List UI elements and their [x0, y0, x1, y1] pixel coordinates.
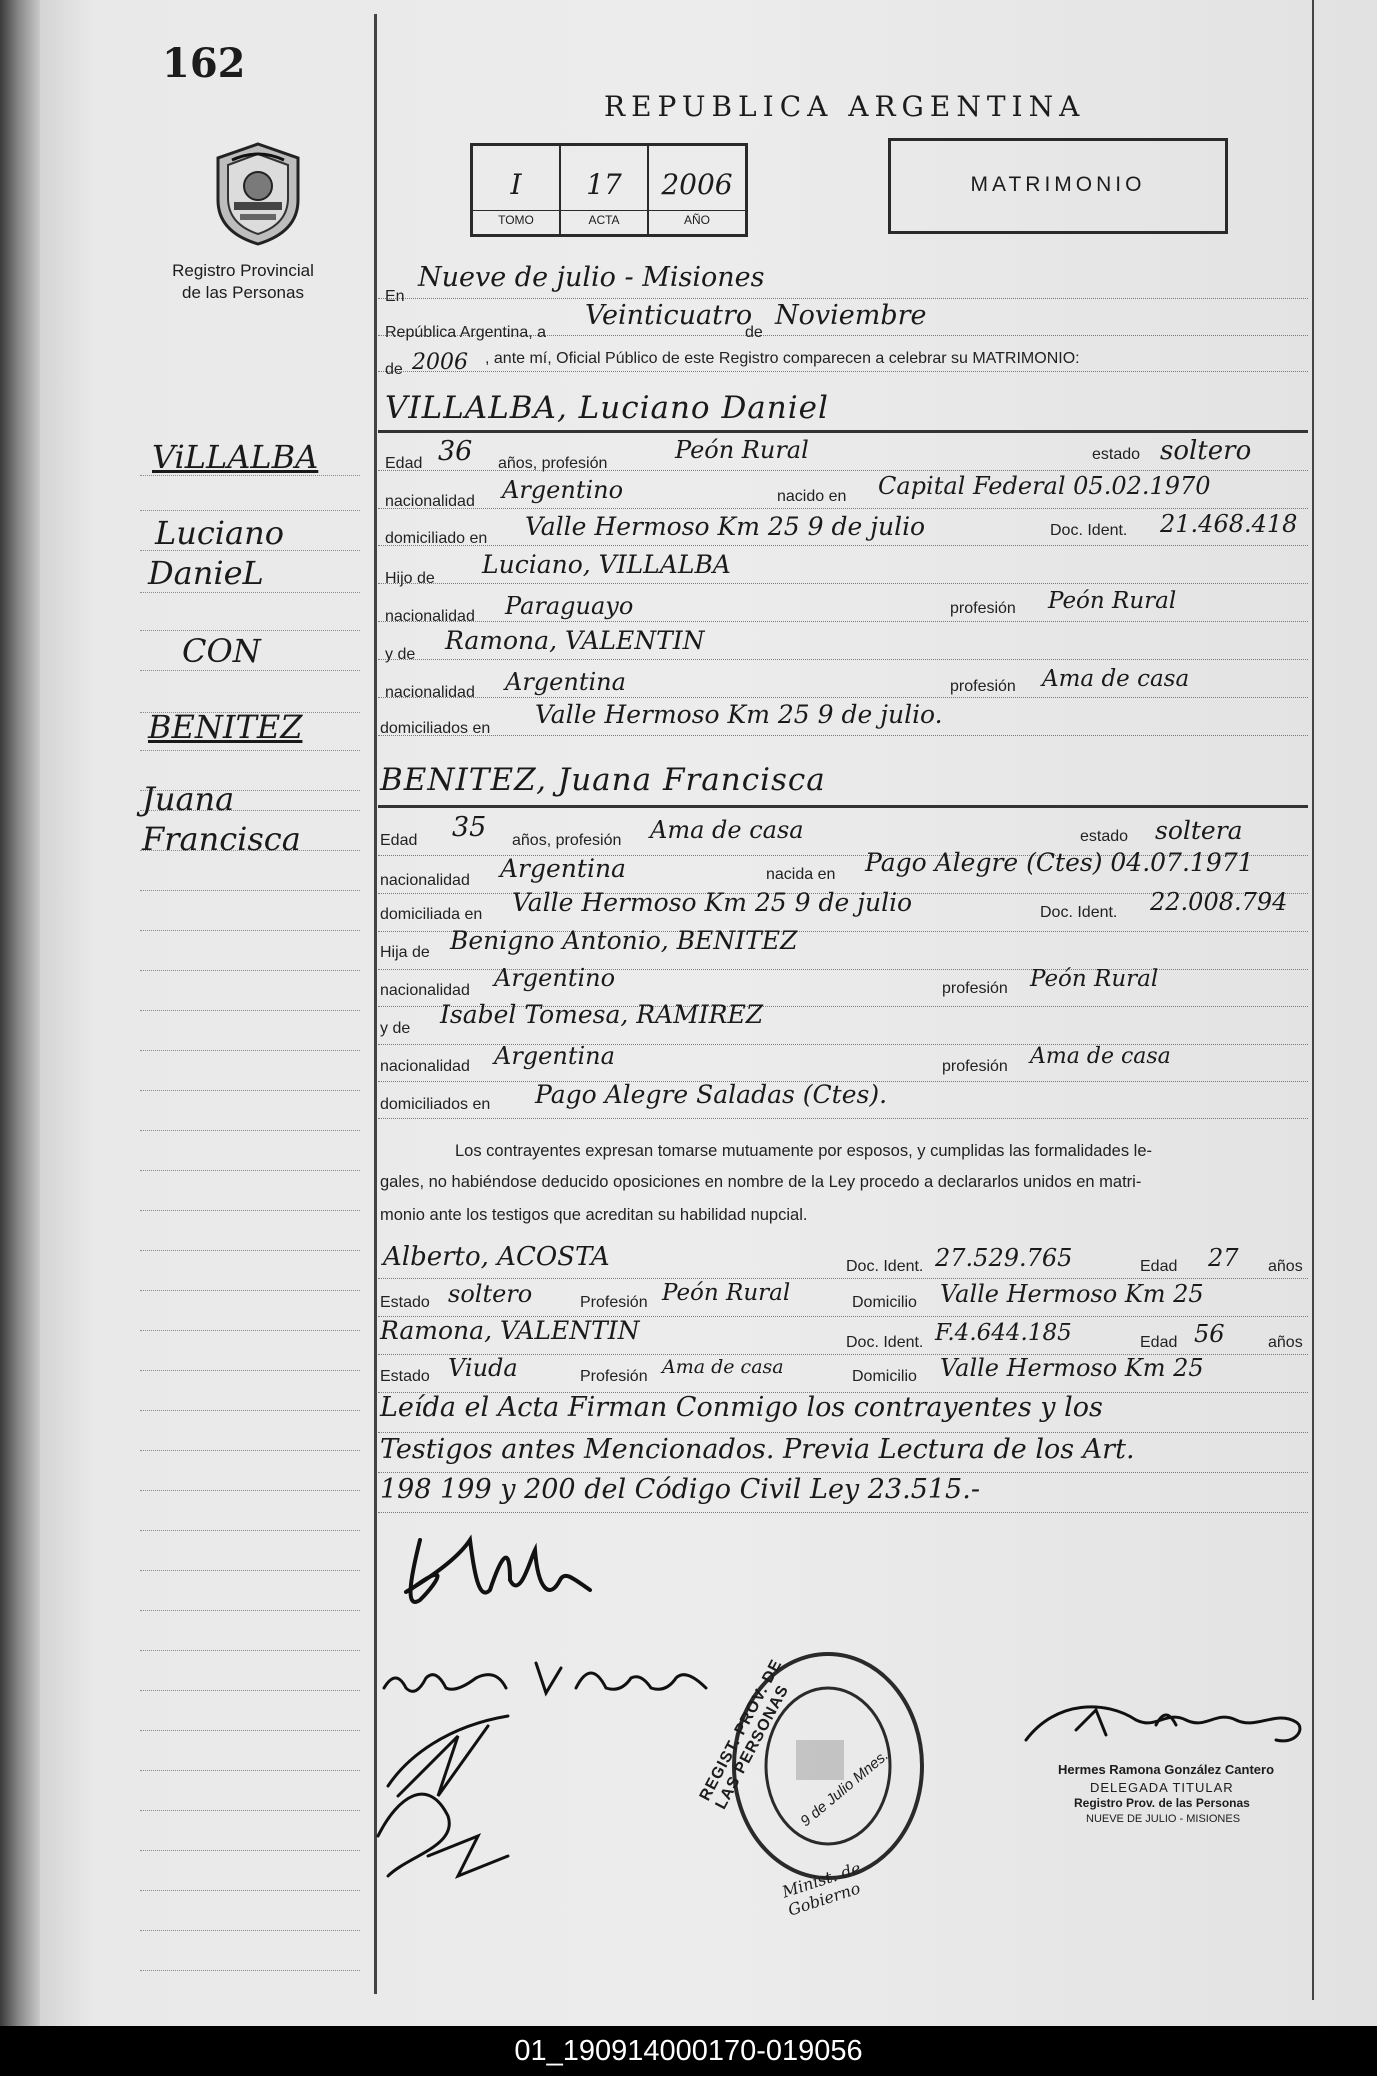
bride-mother: Isabel Tomesa, RAMIREZ	[440, 1000, 764, 1029]
witness-2-doc: F.4.644.185	[935, 1320, 1072, 1346]
bride-age: 35	[452, 812, 487, 843]
bride-nacionalidad-label: nacionalidad	[380, 872, 470, 889]
scan-id-footer: 01_190914000170-019056	[0, 2026, 1377, 2076]
witness-2-profesion-label: Profesión	[580, 1368, 648, 1385]
witness-1-name: Alberto, ACOSTA	[383, 1242, 610, 1272]
acta-cell	[561, 146, 649, 234]
act-type-box	[888, 138, 1228, 234]
groom-nacionalidad-label: nacionalidad	[385, 493, 475, 510]
bride-parents-domicile: Pago Alegre Saladas (Ctes).	[535, 1080, 888, 1109]
groom-yde-label: y de	[385, 646, 416, 663]
groom-nationality: Argentino	[502, 476, 624, 504]
bride-full-name: BENITEZ, Juana Francisca	[380, 762, 826, 798]
bride-estado-label: estado	[1080, 828, 1129, 845]
groom-edad-label: Edad	[385, 455, 423, 472]
groom-parents-domicile: Valle Hermoso Km 25 9 de julio.	[535, 700, 943, 729]
officer-title: DELEGADA TITULAR	[1090, 1780, 1234, 1795]
groom-father-nationality: Paraguayo	[505, 592, 634, 620]
witness-2-civil-status: Viuda	[448, 1354, 518, 1382]
groom-signature	[380, 1520, 610, 1620]
groom-nacido-label: nacido en	[777, 488, 847, 505]
officer-office: Registro Prov. de las Personas	[1074, 1796, 1250, 1810]
groom-estado-label: estado	[1092, 446, 1141, 463]
registry-name: Registro Provincial de las Personas	[172, 261, 314, 302]
tomo-label: TOMO	[473, 210, 559, 227]
closing-line-2: Testigos antes Mencionados. Previa Lectura de los Art.	[380, 1434, 1135, 1465]
de-label: de	[745, 324, 763, 341]
statement-text: , ante mí, Oficial Público de este Registro comparecen a celebrar su MATRIMONIO:	[485, 350, 1080, 367]
margin-groom-first-name: Luciano	[155, 514, 284, 552]
country-title: REPUBLICA ARGENTINA	[604, 90, 1086, 123]
bride-nacida-label: nacida en	[766, 866, 836, 883]
witness-2-doc-label: Doc. Ident.	[846, 1334, 924, 1351]
bride-father-nationality: Argentino	[494, 964, 616, 992]
groom-mother-nac-label: nacionalidad	[385, 684, 475, 701]
witness-1-age: 27	[1208, 1244, 1239, 1272]
witness-1-doc-label: Doc. Ident.	[846, 1258, 924, 1275]
bride-domiciliada-label: domiciliada en	[380, 906, 483, 923]
bride-mother-nac-label: nacionalidad	[380, 1058, 470, 1075]
act-type-label: MATRIMONIO	[970, 173, 1146, 196]
bride-parents-domicile-label: domiciliados en	[380, 1096, 491, 1113]
bride-yde-label: y de	[380, 1020, 411, 1037]
witness-2-age: 56	[1194, 1320, 1225, 1348]
bride-edad-label: Edad	[380, 832, 418, 849]
bride-address: Valle Hermoso Km 25 9 de julio	[512, 888, 913, 917]
bride-profession: Ama de casa	[650, 816, 804, 844]
groom-section-rule	[378, 430, 1308, 433]
anio-value: 2006	[661, 168, 733, 201]
bride-signature	[376, 1648, 736, 1708]
witness-2-domicilio-label: Domicilio	[852, 1368, 917, 1385]
day-value: Veinticuatro	[585, 300, 753, 331]
groom-profesion-label: años, profesión	[498, 455, 608, 472]
officer-signature	[1016, 1690, 1316, 1760]
bride-profesion-label: años, profesión	[512, 832, 622, 849]
coat-of-arms-icon	[212, 140, 304, 248]
tomo-cell	[473, 146, 561, 234]
official-stamp	[696, 1648, 928, 1920]
bride-nationality: Argentina	[500, 854, 626, 883]
margin-bride-second-name: Francisca	[142, 820, 301, 858]
witness-1-anios-label: años	[1268, 1258, 1303, 1275]
register-reference-box	[470, 143, 748, 237]
bride-doc-label: Doc. Ident.	[1040, 904, 1118, 921]
stamp-inner-text: 9 de Julio Mnes.	[797, 1746, 892, 1831]
margin-groom-second-name: DanieL	[148, 554, 264, 592]
groom-mother-profession: Ama de casa	[1042, 666, 1190, 692]
groom-profession: Peón Rural	[675, 436, 809, 464]
page-number: 162	[162, 40, 246, 87]
groom-domiciliado-label: domiciliado en	[385, 530, 488, 547]
groom-civil-status: soltero	[1160, 436, 1252, 466]
witness-1-edad-label: Edad	[1140, 1258, 1178, 1275]
witness-2-estado-label: Estado	[380, 1368, 430, 1385]
acta-label: ACTA	[561, 210, 647, 227]
margin-bride-first-name: Juana	[142, 780, 235, 818]
witness-2-edad-label: Edad	[1140, 1334, 1178, 1351]
declaration-line-2: gales, no habiéndose deducido oposiciones en nombre de la Ley procedo a declararlos unidos en matri-	[380, 1173, 1142, 1191]
witness-2-domicile: Valle Hermoso Km 25	[940, 1354, 1204, 1382]
groom-father-nac-label: nacionalidad	[385, 608, 475, 625]
republica-label: República Argentina, a	[385, 324, 546, 341]
margin-groom-surname: ViLLALBA	[152, 438, 319, 476]
acta-value: 17	[586, 168, 622, 201]
tomo-value: I	[510, 168, 522, 201]
witness-1-civil-status: soltero	[448, 1280, 533, 1308]
bride-mother-nationality: Argentina	[494, 1042, 615, 1070]
witness-1-doc: 27.529.765	[935, 1244, 1073, 1272]
bride-birthplace-date: Pago Alegre (Ctes) 04.07.1971	[865, 848, 1254, 877]
bride-mother-prof-label: profesión	[942, 1058, 1008, 1075]
bride-hija-label: Hija de	[380, 944, 430, 961]
groom-father-prof-label: profesión	[950, 600, 1016, 617]
year-value: 2006	[412, 350, 468, 375]
de2-label: de	[385, 361, 403, 378]
groom-hijo-label: Hijo de	[385, 570, 435, 587]
bride-doc: 22.008.794	[1150, 888, 1288, 916]
groom-father-profession: Peón Rural	[1048, 588, 1177, 614]
declaration-line-1: Los contrayentes expresan tomarse mutuamente por esposos, y cumplidas las formalidades le-	[455, 1142, 1153, 1160]
witness-2-profession: Ama de casa	[662, 1356, 784, 1378]
officer-name: Hermes Ramona González Cantero	[1058, 1762, 1275, 1777]
groom-full-name: VILLALBA, Luciano Daniel	[385, 390, 829, 426]
witness-1-profession: Peón Rural	[662, 1280, 791, 1306]
bride-father-prof-label: profesión	[942, 980, 1008, 997]
witness-1-domicilio-label: Domicilio	[852, 1294, 917, 1311]
groom-mother-nationality: Argentina	[505, 668, 626, 696]
anio-cell	[649, 146, 745, 234]
month-value: Noviembre	[775, 300, 927, 331]
groom-father: Luciano, VILLALBA	[482, 550, 731, 579]
stamp-top-text: REGIST. PROV. DE LAS PERSONAS	[696, 1656, 793, 1813]
groom-doc-label: Doc. Ident.	[1050, 522, 1128, 539]
witness-1-estado-label: Estado	[380, 1294, 430, 1311]
witness-2-name: Ramona, VALENTIN	[380, 1316, 640, 1345]
closing-line-1: Leída el Acta Firman Conmigo los contrayentes y los	[380, 1392, 1103, 1423]
stamp-bottom-text: Minist. de Gobierno	[779, 1858, 864, 1920]
groom-birthplace-date: Capital Federal 05.02.1970	[878, 472, 1211, 500]
bride-father-nac-label: nacionalidad	[380, 982, 470, 999]
witness-1-profesion-label: Profesión	[580, 1294, 648, 1311]
groom-mother-prof-label: profesión	[950, 678, 1016, 695]
groom-age: 36	[438, 436, 473, 467]
bride-section-rule	[378, 805, 1308, 808]
groom-address: Valle Hermoso Km 25 9 de julio	[525, 512, 926, 541]
bride-father: Benigno Antonio, BENITEZ	[450, 926, 798, 955]
witness-1-domicile: Valle Hermoso Km 25	[940, 1280, 1204, 1308]
bride-mother-profession: Ama de casa	[1030, 1044, 1171, 1069]
place-value: Nueve de julio - Misiones	[418, 262, 765, 293]
groom-doc: 21.468.418	[1160, 510, 1298, 538]
bride-civil-status: soltera	[1155, 816, 1243, 845]
anio-label: AÑO	[649, 210, 745, 227]
en-label: En	[385, 288, 405, 305]
groom-parents-domicile-label: domiciliados en	[380, 720, 491, 737]
closing-line-3: 198 199 y 200 del Código Civil Ley 23.515.-	[380, 1474, 980, 1505]
witness-signatures	[368, 1706, 538, 1886]
declaration-line-3: monio ante los testigos que acreditan su habilidad nupcial.	[380, 1206, 808, 1224]
bride-father-profession: Peón Rural	[1030, 966, 1159, 992]
groom-mother: Ramona, VALENTIN	[445, 626, 705, 655]
margin-con: CON	[182, 632, 261, 670]
officer-location: NUEVE DE JULIO - MISIONES	[1086, 1813, 1241, 1825]
margin-bride-surname: BENITEZ	[148, 708, 303, 746]
witness-2-anios-label: años	[1268, 1334, 1303, 1351]
